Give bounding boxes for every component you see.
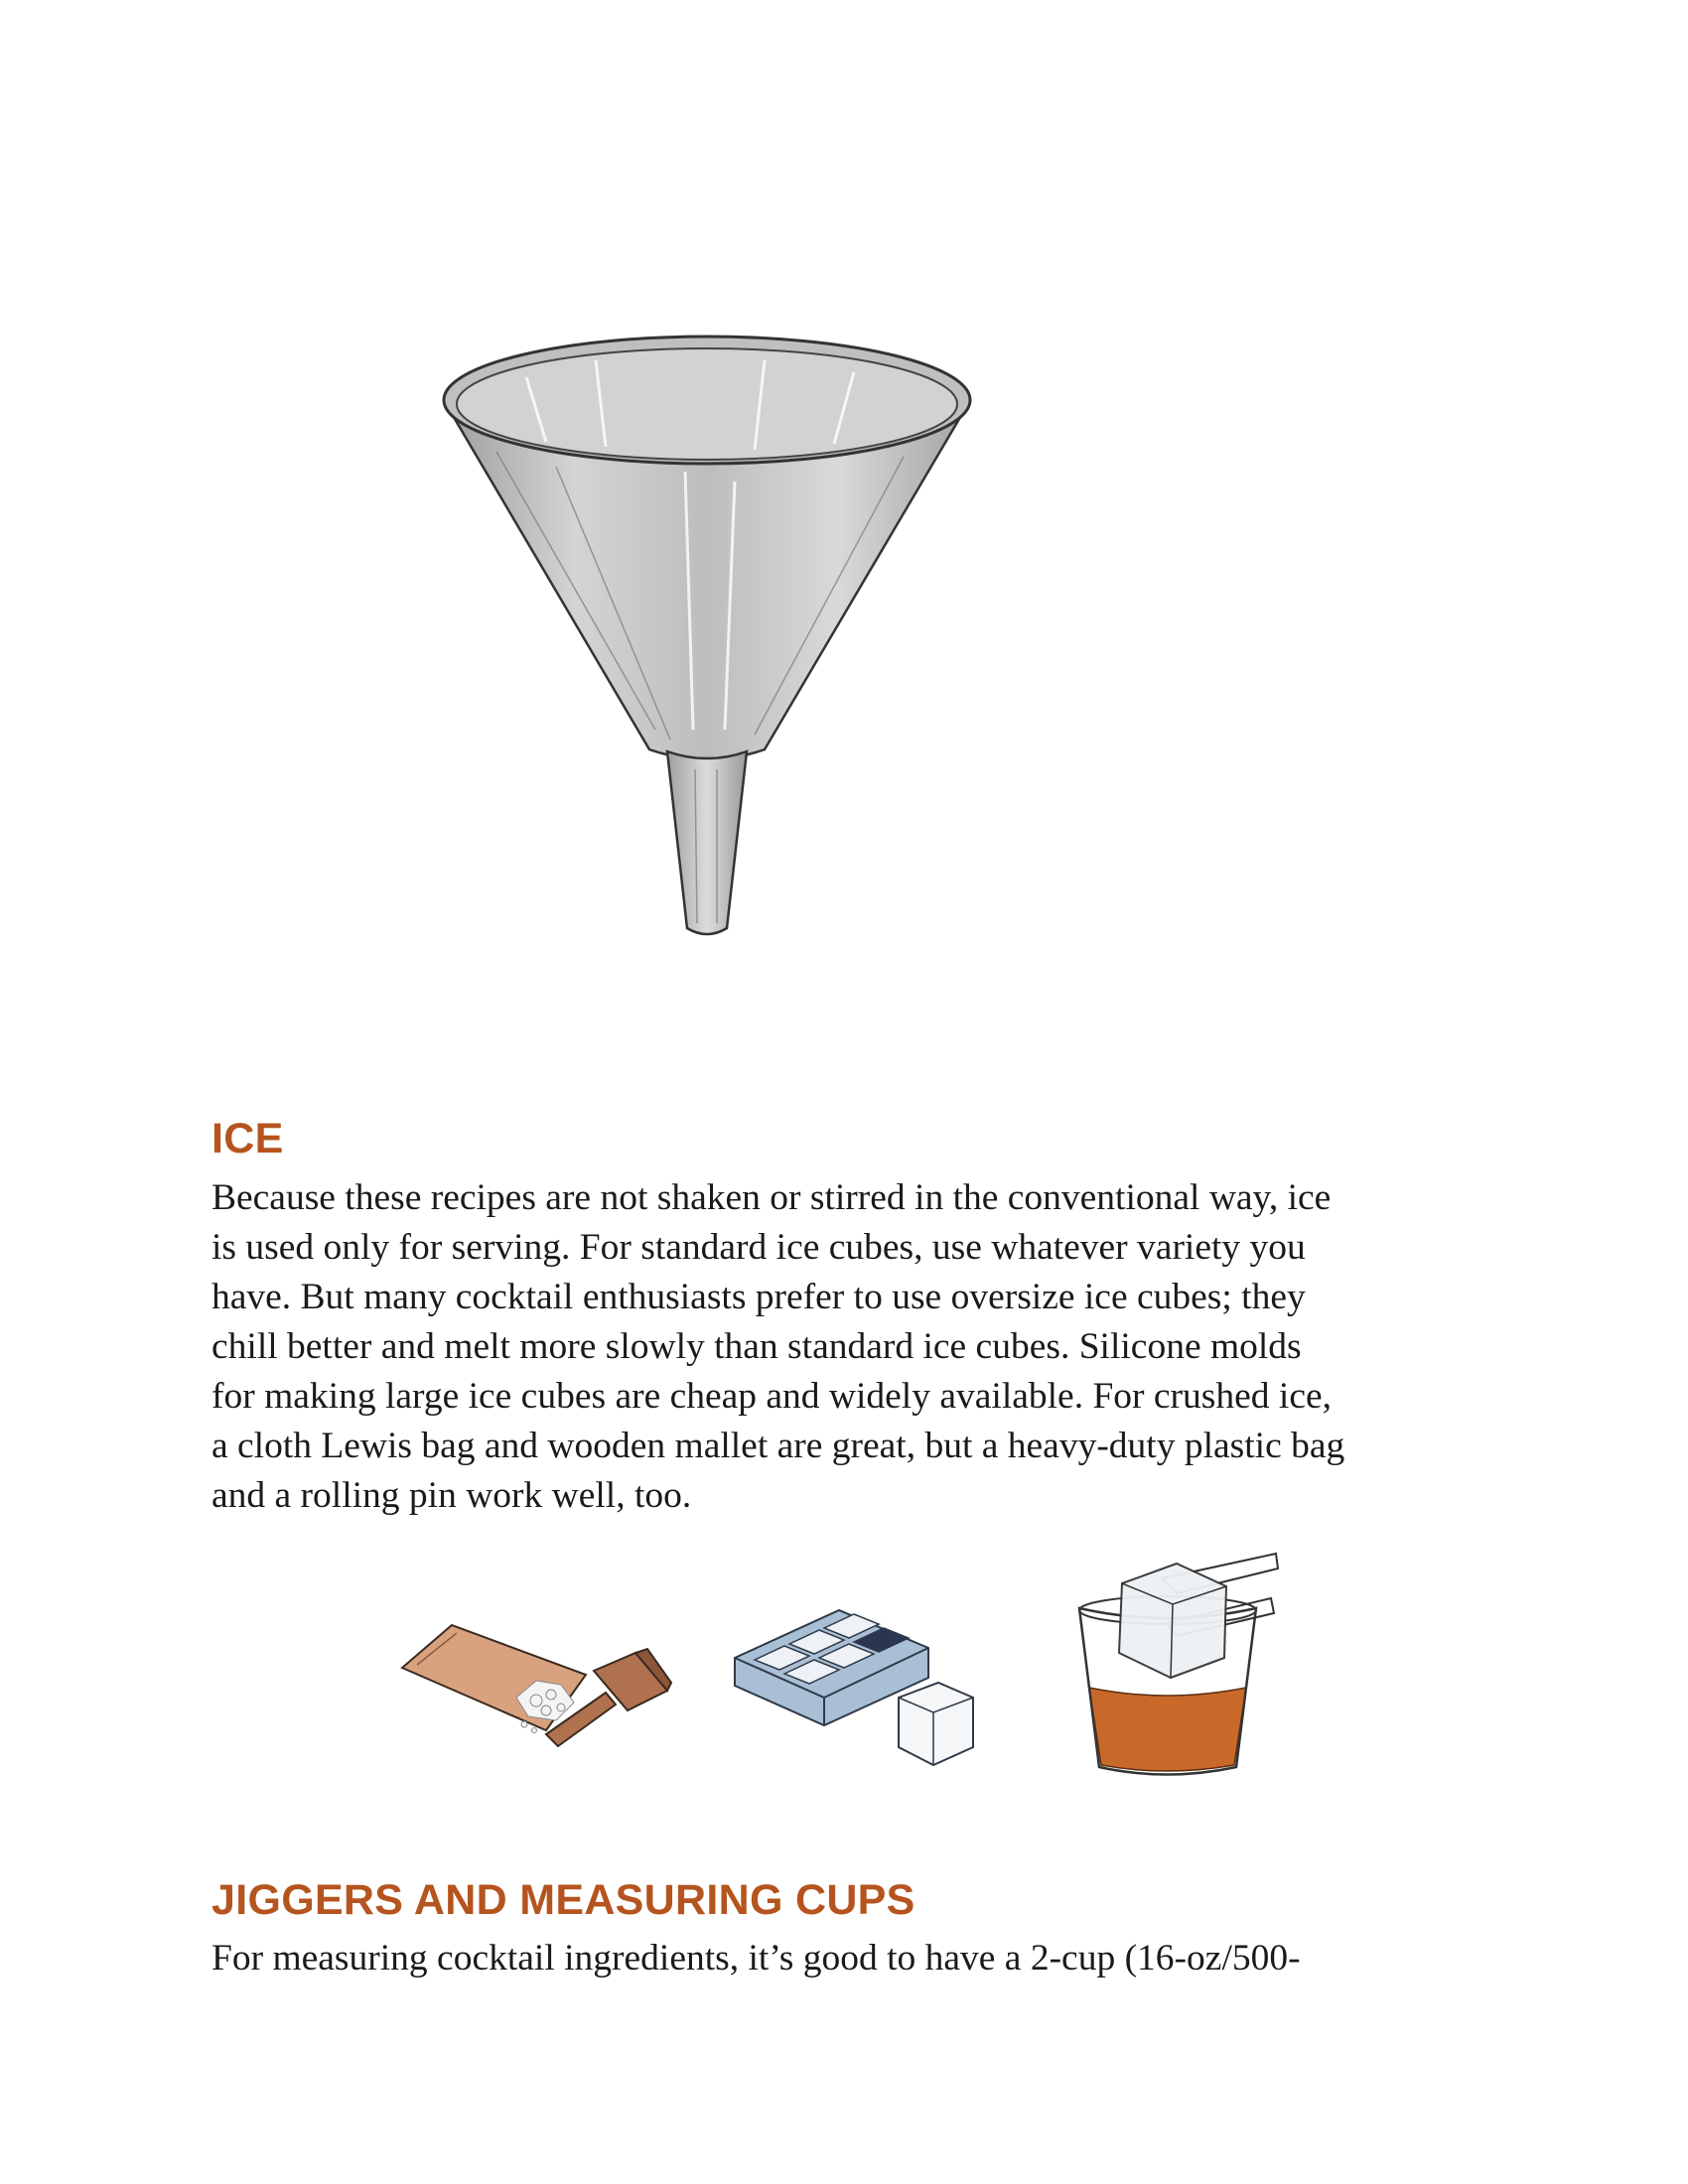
glass-with-ice-illustration	[1067, 1539, 1281, 1782]
section-heading-ice: ICE	[211, 1115, 284, 1162]
paragraph-line: chill better and melt more slowly than standard ice cubes. Silicone molds	[211, 1326, 1302, 1367]
section-heading-jiggers: JIGGERS AND MEASURING CUPS	[211, 1876, 915, 1924]
paragraph-line: for making large ice cubes are cheap and widely available. For crushed ice,	[211, 1376, 1332, 1417]
jiggers-paragraph	[211, 1934, 1502, 1983]
paragraph-line: a cloth Lewis bag and wooden mallet are great, but a heavy-duty plastic bag	[211, 1426, 1345, 1466]
ice-tray-illustration	[730, 1598, 983, 1772]
paragraph-line: have. But many cocktail enthusiasts prefer to use oversize ice cubes; they	[211, 1277, 1306, 1317]
lewis-bag-mallet-illustration	[397, 1613, 675, 1762]
funnel-illustration	[437, 333, 978, 943]
paragraph-line: and a rolling pin work well, too.	[211, 1475, 692, 1516]
paragraph-line: is used only for serving. For standard ice cubes, use whatever variety you	[211, 1227, 1306, 1268]
paragraph-line: For measuring cocktail ingredients, it’s good to have a 2-cup (16-oz/500-	[211, 1938, 1301, 1979]
ice-paragraph	[211, 1173, 1502, 1521]
paragraph-line: Because these recipes are not shaken or stirred in the conventional way, ice	[211, 1177, 1332, 1218]
